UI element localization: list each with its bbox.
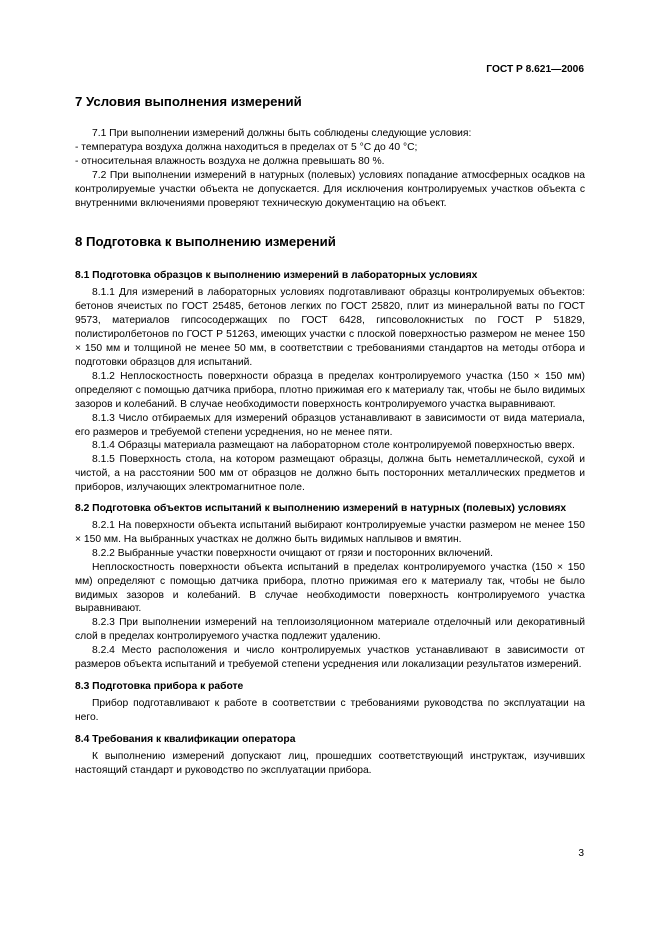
section-7-heading: 7 Условия выполнения измерений — [75, 94, 302, 109]
paragraph-8-2-4: 8.2.4 Место расположения и число контролируемых участков устанавливают в зависимости от размеров объекта испытаний и требуемой степени усреднения или локализации результатов измерений. — [75, 645, 585, 671]
page-number: 3 — [578, 848, 584, 859]
paragraph-7-1-humidity: - относительная влажность воздуха не должна превышать 80 %. — [75, 155, 385, 167]
paragraph-8-2-3: 8.2.3 При выполнении измерений на теплоизоляционном материале отделочный или декоративный слой в пределах контролируемого участка подлежит удалению. — [75, 617, 585, 643]
paragraph-7-1: 7.1 При выполнении измерений должны быть соблюдены следующие условия: — [92, 128, 472, 139]
paragraph-7-2: 7.2 При выполнении измерений в натурных (полевых) условиях попадание атмосферных осадков на контролируемые участки объекта не допускается. Для исключения контролируемых участков объекта с внутренними включениями проверяют техническую документацию на объект. — [75, 169, 585, 209]
subsection-8-2-heading: 8.2 Подготовка объектов испытаний к выполнению измерений в натурных (полевых) условиях — [75, 503, 567, 515]
paragraph-8-1-4: 8.1.4 Образцы материала размещают на лабораторном столе контролируемой поверхностью вверх. — [92, 440, 575, 452]
paragraph-8-1-3: 8.1.3 Число отбираемых для измерений образцов устанавливают в зависимости от вида материала, его размеров и требуемой степени усреднения, но не менее пяти. — [75, 412, 585, 438]
paragraph-8-2-flatness: Неплоскостность поверхности объекта испытаний в пределах контролируемого участка (150 × 150 мм) определяют с помощью датчика прибора, плотно прижимая его к материалу так, чтобы не было видимых зазоров и колебаний. В случае необходимости поверхность контролируемого участка выравнивают. — [75, 561, 585, 615]
subsection-8-1-heading: 8.1 Подготовка образцов к выполнению измерений в лабораторных условиях — [75, 270, 478, 282]
page-content — [75, 92, 585, 778]
paragraph-8-3: Прибор подготавливают к работе в соответствии с требованиями руководства по эксплуатации на него. — [75, 698, 585, 723]
paragraph-7-1-temperature: - температура воздуха должна находиться в пределах от 5 °С до 40 °С; — [75, 141, 418, 153]
paragraph-8-4: К выполнению измерений допускают лиц, прошедших соответствующий инструктаж, изучивших настоящий стандарт и руководство по эксплуатации прибора. — [75, 750, 585, 776]
paragraph-8-2-1: 8.2.1 На поверхности объекта испытаний выбирают контролируемые участки размером не менее 150 × 150 мм. На выбранных участках не должно быть видимых наплывов и вмятин. — [75, 520, 585, 545]
paragraph-8-1-5: 8.1.5 Поверхность стола, на котором размещают образцы, должна быть неметаллической, сухой и чистой, а на расстоянии 500 мм от образцов не должно быть посторонних металлических предметов и приборов, излучающих электромагнитное поле. — [75, 454, 585, 494]
subsection-8-3-heading: 8.3 Подготовка прибора к работе — [75, 681, 244, 692]
subsection-8-4-heading: 8.4 Требования к квалификации оператора — [75, 733, 296, 745]
paragraph-8-1-1: 8.1.1 Для измерений в лабораторных условиях подготавливают образцы контролируемых объектов: бетонов ячеистых по ГОСТ 25485, бетонов легких по ГОСТ 25820, плит из минеральной ваты по ГОСТ 9573, материалов гипсосодержащих по ГОСТ 6428, гипсоволокнистых по ГОСТ Р 51829, полистиролбетонов по ГОСТ Р 51263, имеющих участки с плоской поверхностью размером не менее 150 × 150 мм и толщиной не менее 50 мм, в соответствии с требованиями стандартов на методы отбора и подготовки образцов для испытаний. — [75, 287, 585, 368]
document-code-header: ГОСТ Р 8.621—2006 — [486, 64, 584, 75]
section-8-heading: 8 Подготовка к выполнению измерений — [75, 234, 336, 250]
paragraph-8-2-2: 8.2.2 Выбранные участки поверхности очищают от грязи и посторонних включений. — [92, 547, 493, 559]
paragraph-8-1-2: 8.1.2 Неплоскостность поверхности образца в пределах контролируемого участка (150 × 150 мм) определяют с помощью датчика прибора, плотно прижимая его к материалу так, чтобы не было видимых зазоров и колебаний. В случае необходимости поверхность контролируемого участка выравнивают. — [75, 370, 585, 410]
